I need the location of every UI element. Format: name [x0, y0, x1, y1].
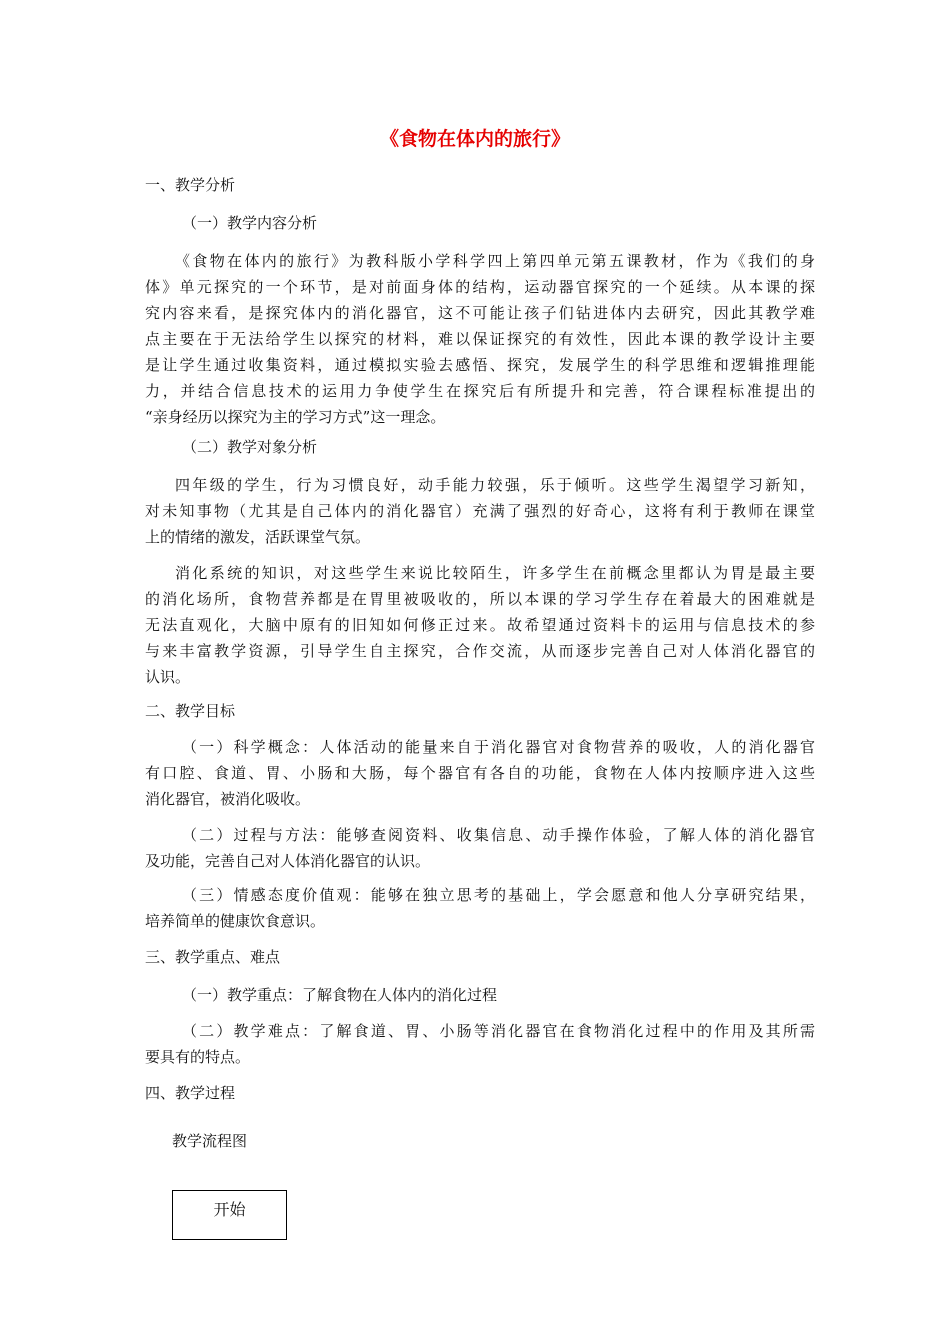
flowchart-start-box	[172, 1190, 287, 1240]
paragraph-line: （二）教学难点：了解食道、胃、小肠等消化器官在食物消化过程中的作用及其所需	[182, 1022, 815, 1040]
paragraph-line: （三）情感态度价值观：能够在独立思考的基础上，学会愿意和他人分享研究结果，	[182, 886, 815, 904]
section-heading-analysis: 一、教学分析	[145, 176, 236, 194]
paragraph-line: 点主要在于无法给学生以探究的材料，难以保证探究的有效性，因此本课的教学设计主要	[145, 330, 815, 348]
paragraph-line: 与来丰富教学资源，引导学生自主探究，合作交流，从而逐步完善自己对人体消化器官的	[145, 642, 815, 660]
section-heading-objectives: 二、教学目标	[145, 702, 236, 720]
paragraph-line: 上的情绪的激发，活跃课堂气氛。	[145, 528, 371, 546]
paragraph-line: 究内容来看，是探究体内的消化器官，这不可能让孩子们钻进体内去研究，因此其教学难	[145, 304, 815, 322]
paragraph-line: 消化系统的知识，对这些学生来说比较陌生，许多学生在前概念里都认为胃是最主要	[175, 564, 815, 582]
paragraph-line: 消化器官，被消化吸收。	[145, 790, 311, 808]
paragraph-line: 体》单元探究的一个环节，是对前面身体的结构，运动器官探究的一个延续。从本课的探	[145, 278, 815, 296]
paragraph-line: （一）教学重点：了解食物在人体内的消化过程	[182, 986, 498, 1004]
flowchart-title: 教学流程图	[172, 1132, 248, 1150]
paragraph-line: （一）科学概念：人体活动的能量来自于消化器官对食物营养的吸收，人的消化器官	[182, 738, 815, 756]
paragraph-line: 无法直观化，大脑中原有的旧知如何修正过来。故希望通过资料卡的运用与信息技术的参	[145, 616, 815, 634]
paragraph-line: （二）过程与方法：能够查阅资料、收集信息、动手操作体验，了解人体的消化器官	[182, 826, 815, 844]
paragraph-line: 力，并结合信息技术的运用力争使学生在探究后有所提升和完善，符合课程标准提出的	[145, 382, 815, 400]
paragraph-line: 是让学生通过收集资料，通过模拟实验去感悟、探究，发展学生的科学思维和逻辑推理能	[145, 356, 815, 374]
paragraph-line: 有口腔、食道、胃、小肠和大肠，每个器官有各自的功能，食物在人体内按顺序进入这些	[145, 764, 815, 782]
subheading-content-analysis: （一）教学内容分析	[182, 214, 318, 232]
paragraph-line: 四年级的学生，行为习惯良好，动手能力较强，乐于倾听。这些学生渴望学习新知，	[175, 476, 815, 494]
section-heading-key-points: 三、教学重点、难点	[145, 948, 281, 966]
paragraph-line: 对未知事物（尤其是自己体内的消化器官）充满了强烈的好奇心，这将有利于教师在课堂	[145, 502, 815, 520]
paragraph-line: 及功能，完善自己对人体消化器官的认识。	[145, 852, 431, 870]
paragraph-line: 《食物在体内的旅行》为教科版小学科学四上第四单元第五课教材，作为《我们的身	[175, 252, 815, 270]
subheading-audience-analysis: （二）教学对象分析	[182, 438, 318, 456]
flowchart-start-label: 开始	[213, 1200, 246, 1219]
paragraph-line: 的消化场所，食物营养都是在胃里被吸收的，所以本课的学习学生存在着最大的困难就是	[145, 590, 815, 608]
paragraph-line: 要具有的特点。	[145, 1048, 251, 1066]
paragraph-line: 认识。	[145, 668, 191, 686]
paragraph-line: “亲身经历以探究为主的学习方式”这一理念。	[145, 408, 446, 426]
paragraph-line: 培养简单的健康饮食意识。	[145, 912, 326, 930]
document-title: 《食物在体内的旅行》	[379, 128, 570, 150]
section-heading-process: 四、教学过程	[145, 1084, 236, 1102]
